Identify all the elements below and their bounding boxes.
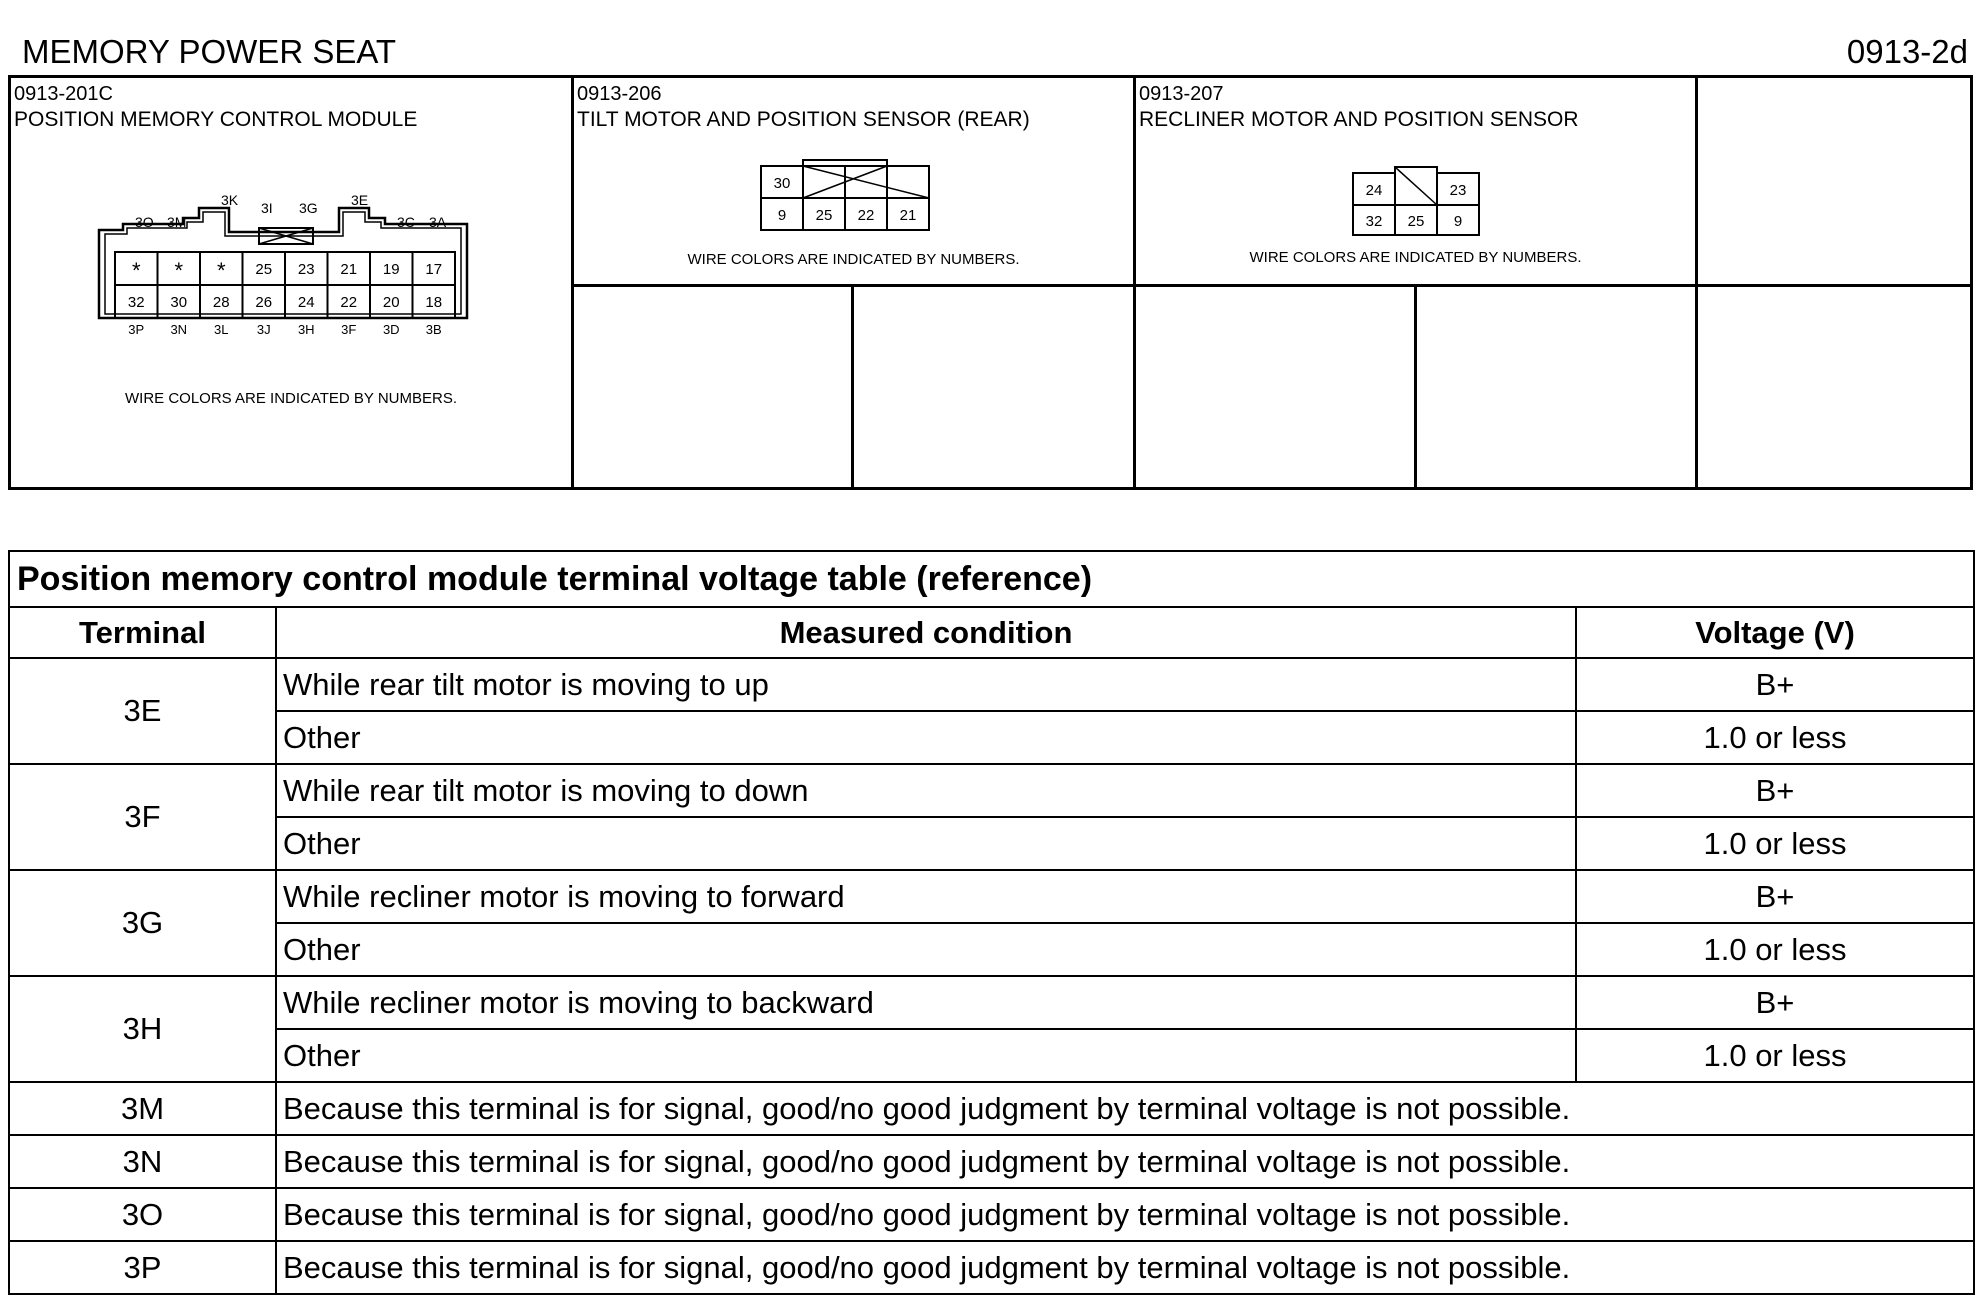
column-header-terminal: Terminal bbox=[9, 607, 276, 658]
pin-label: 3E bbox=[351, 192, 369, 208]
wire-color-note: WIRE COLORS ARE INDICATED BY NUMBERS. bbox=[687, 251, 1020, 268]
voltage-cell: B+ bbox=[1576, 658, 1974, 711]
pin-number: 25 bbox=[1407, 213, 1425, 230]
pin-number: 9 bbox=[777, 207, 787, 224]
terminal-cell: 3H bbox=[9, 976, 276, 1082]
pin-number: 9 bbox=[1453, 213, 1463, 230]
signal-note-cell: Because this terminal is for signal, good/no good judgment by terminal voltage is not possible. bbox=[276, 1188, 1974, 1241]
pin-number: 32 bbox=[1365, 213, 1383, 230]
divider bbox=[1695, 78, 1698, 487]
terminal-cell: 3N bbox=[9, 1135, 276, 1188]
connector-207-diagram bbox=[1351, 163, 1491, 243]
wire-color-note: WIRE COLORS ARE INDICATED BY NUMBERS. bbox=[125, 390, 457, 407]
table-row bbox=[9, 923, 1974, 976]
pin-number: 28 bbox=[212, 294, 230, 311]
terminal-cell: 3E bbox=[9, 658, 276, 764]
table-row bbox=[9, 711, 1974, 764]
pin-label: 3K bbox=[221, 192, 239, 208]
pin-number: 21 bbox=[340, 261, 358, 278]
column-header-condition: Measured condition bbox=[276, 607, 1576, 658]
pin-label: 3A bbox=[429, 214, 447, 230]
connector-206-diagram bbox=[759, 158, 959, 238]
page-code: 0913-2d bbox=[1846, 33, 1968, 70]
pin-number: 19 bbox=[382, 261, 400, 278]
pin-label: 3L bbox=[214, 322, 229, 337]
pin-number: 17 bbox=[425, 261, 443, 278]
pin-label: 3B bbox=[425, 322, 442, 337]
connector-name: RECLINER MOTOR AND POSITION SENSOR bbox=[1139, 108, 1579, 131]
column-header-voltage: Voltage (V) bbox=[1576, 607, 1974, 658]
table-row bbox=[9, 1241, 1974, 1294]
signal-note-cell: Because this terminal is for signal, good/no good judgment by terminal voltage is not possible. bbox=[276, 1135, 1974, 1188]
condition-cell: While recliner motor is moving to forward bbox=[276, 870, 1576, 923]
divider bbox=[1414, 284, 1417, 487]
pin-label: 3I bbox=[261, 200, 273, 216]
signal-note-cell: Because this terminal is for signal, good/no good judgment by terminal voltage is not possible. bbox=[276, 1082, 1974, 1135]
connector-code: 0913-201C bbox=[14, 83, 113, 105]
pin-number: 32 bbox=[127, 294, 145, 311]
divider bbox=[1133, 78, 1136, 487]
pin-number: 22 bbox=[340, 294, 358, 311]
voltage-cell: 1.0 or less bbox=[1576, 711, 1974, 764]
signal-note-cell: Because this terminal is for signal, good/no good judgment by terminal voltage is not possible. bbox=[276, 1241, 1974, 1294]
terminal-cell: 3M bbox=[9, 1082, 276, 1135]
pin-label: 3G bbox=[299, 200, 318, 216]
divider bbox=[851, 284, 854, 487]
divider bbox=[571, 78, 574, 487]
pin-number: 20 bbox=[382, 294, 400, 311]
pin-number: 30 bbox=[170, 294, 188, 311]
pin-number: 21 bbox=[899, 207, 917, 224]
pin-label: 3P bbox=[128, 322, 145, 337]
condition-cell: Other bbox=[276, 817, 1576, 870]
connector-code: 0913-207 bbox=[1139, 83, 1224, 105]
voltage-cell: B+ bbox=[1576, 976, 1974, 1029]
page-title: MEMORY POWER SEAT bbox=[22, 33, 397, 70]
table-row bbox=[9, 1029, 1974, 1082]
wire-color-note: WIRE COLORS ARE INDICATED BY NUMBERS. bbox=[1249, 249, 1582, 266]
pin-number: * bbox=[216, 258, 226, 283]
condition-cell: While recliner motor is moving to backward bbox=[276, 976, 1576, 1029]
pin-number: 26 bbox=[255, 294, 273, 311]
connector-name: POSITION MEMORY CONTROL MODULE bbox=[14, 108, 418, 131]
pin-number: 18 bbox=[425, 294, 443, 311]
pin-number: 22 bbox=[857, 207, 875, 224]
pin-label: 3H bbox=[297, 322, 315, 337]
pin-label: 3C bbox=[397, 214, 415, 230]
terminal-voltage-table bbox=[8, 550, 1975, 1295]
terminal-cell: 3G bbox=[9, 870, 276, 976]
voltage-cell: B+ bbox=[1576, 870, 1974, 923]
pin-number: 24 bbox=[1365, 182, 1383, 199]
connector-201c-labels bbox=[87, 188, 517, 348]
pin-number: 24 bbox=[297, 294, 315, 311]
pin-label: 3N bbox=[170, 322, 188, 337]
condition-cell: Other bbox=[276, 923, 1576, 976]
table-row bbox=[9, 764, 1974, 817]
table-row bbox=[9, 1188, 1974, 1241]
terminal-cell: 3P bbox=[9, 1241, 276, 1294]
condition-cell: Other bbox=[276, 1029, 1576, 1082]
pin-number: * bbox=[174, 258, 184, 283]
condition-cell: Other bbox=[276, 711, 1576, 764]
condition-cell: While rear tilt motor is moving to up bbox=[276, 658, 1576, 711]
voltage-cell: B+ bbox=[1576, 764, 1974, 817]
pin-number: 23 bbox=[297, 261, 315, 278]
terminal-cell: 3F bbox=[9, 764, 276, 870]
table-caption: Position memory control module terminal voltage table (reference) bbox=[9, 551, 1974, 607]
pin-number: 25 bbox=[255, 261, 273, 278]
condition-cell: While rear tilt motor is moving to down bbox=[276, 764, 1576, 817]
divider bbox=[571, 284, 1970, 287]
table-row bbox=[9, 870, 1974, 923]
pin-label: 3D bbox=[382, 322, 400, 337]
pin-number: 30 bbox=[773, 175, 791, 192]
voltage-cell: 1.0 or less bbox=[1576, 817, 1974, 870]
table-row bbox=[9, 1082, 1974, 1135]
pin-number: * bbox=[131, 258, 141, 283]
connector-name: TILT MOTOR AND POSITION SENSOR (REAR) bbox=[577, 108, 1030, 131]
terminal-cell: 3O bbox=[9, 1188, 276, 1241]
table-row bbox=[9, 817, 1974, 870]
pin-label: 3J bbox=[256, 322, 271, 337]
table-row bbox=[9, 976, 1974, 1029]
pin-label: 3M bbox=[167, 214, 187, 230]
table-row bbox=[9, 658, 1974, 711]
connector-code: 0913-206 bbox=[577, 83, 662, 105]
pin-number: 23 bbox=[1449, 182, 1467, 199]
pin-number: 25 bbox=[815, 207, 833, 224]
pin-label: 3F bbox=[341, 322, 357, 337]
connector-panel bbox=[8, 75, 1973, 490]
pin-label: 3O bbox=[135, 214, 154, 230]
table-row bbox=[9, 1135, 1974, 1188]
voltage-cell: 1.0 or less bbox=[1576, 923, 1974, 976]
voltage-cell: 1.0 or less bbox=[1576, 1029, 1974, 1082]
